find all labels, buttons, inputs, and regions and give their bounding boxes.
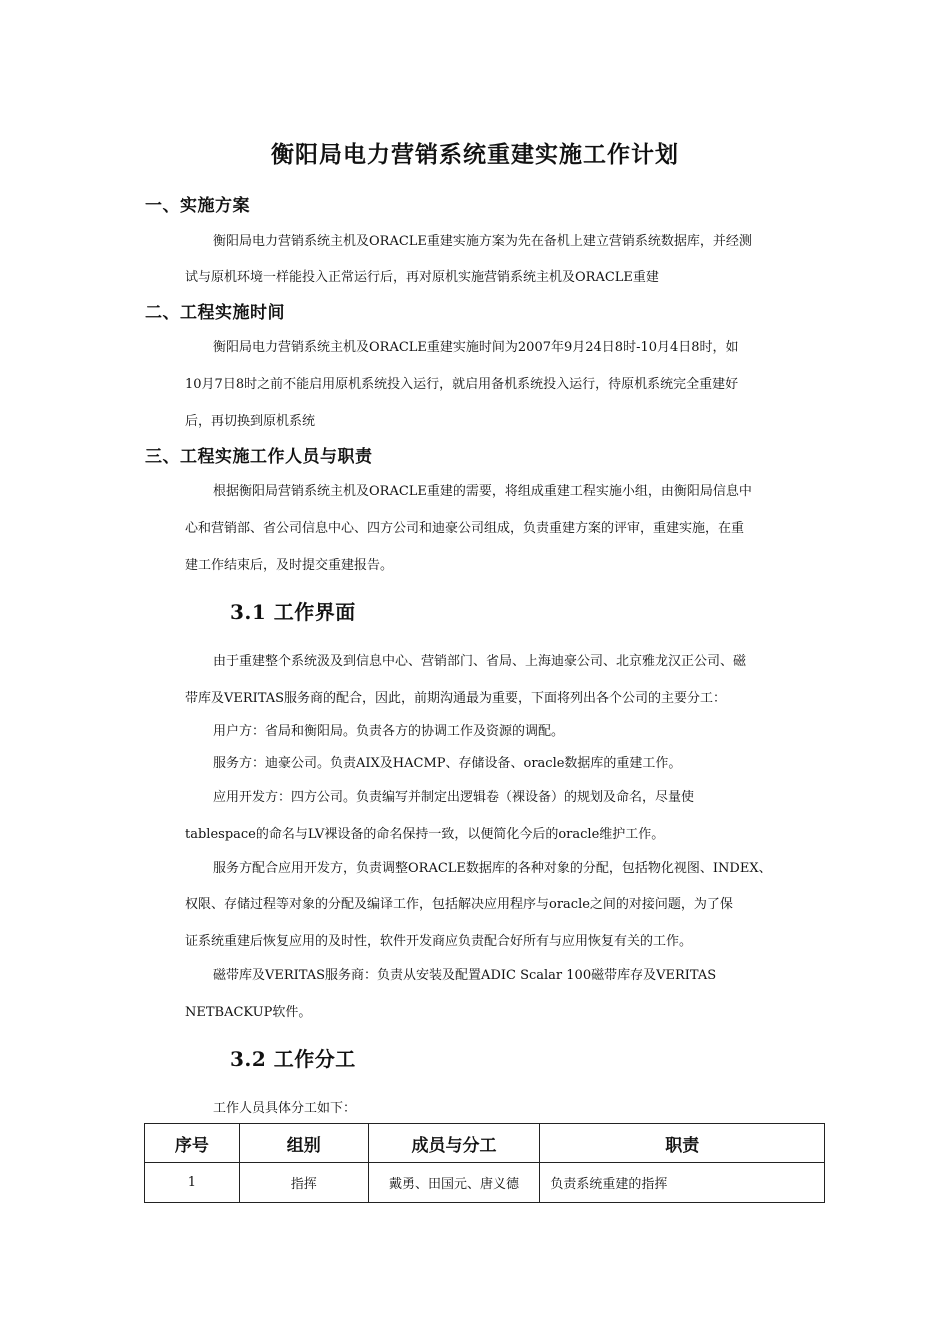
paragraph-line: NETBACKUP软件。 bbox=[185, 1005, 312, 1020]
paragraph-line: 权限、存储过程等对象的分配及编译工作，包括解决应用程序与oracle之间的对接问题，为了保 bbox=[185, 897, 733, 912]
paragraph-line: 衡阳局电力营销系统主机及ORACLE重建实施时间为2007年9月24日8时-10月4日8时，如 bbox=[213, 340, 739, 355]
paragraph-line: tablespace的命名与LV裸设备的命名保持一致，以便简化今后的oracle维护工作。 bbox=[185, 827, 665, 842]
section-heading-2: 二、工程实施时间 bbox=[145, 303, 285, 323]
paragraph-line: 用户方：省局和衡阳局。负责各方的协调工作及资源的调配。 bbox=[213, 724, 565, 739]
paragraph-line: 后，再切换到原机系统 bbox=[185, 414, 316, 429]
paragraph-line: 心和营销部、省公司信息中心、四方公司和迪豪公司组成，负责重建方案的评审，重建实施，在重 bbox=[185, 521, 745, 536]
paragraph-line: 衡阳局电力营销系统主机及ORACLE重建实施方案为先在备机上建立营销系统数据库，并经测 bbox=[213, 234, 752, 249]
table-header-row bbox=[145, 1124, 825, 1163]
paragraph-line: 磁带库及VERITAS服务商：负责从安装及配置ADIC Scalar 100磁带库存及VERITAS bbox=[213, 968, 717, 983]
paragraph-line: 根据衡阳局营销系统主机及ORACLE重建的需要，将组成重建工程实施小组，由衡阳局信息中 bbox=[213, 484, 752, 499]
column-header-duty: 职责 bbox=[540, 1124, 825, 1163]
paragraph-line: 证系统重建后恢复应用的及时性，软件开发商应负责配合好所有与应用恢复有关的工作。 bbox=[185, 934, 693, 949]
table-cell: 指挥 bbox=[239, 1163, 368, 1203]
paragraph-line: 由于重建整个系统汲及到信息中心、营销部门、省局、上海迪豪公司、北京雅龙汉正公司、磁 bbox=[213, 654, 747, 669]
subsection-heading-3-1: 3.1 工作界面 bbox=[230, 600, 356, 624]
paragraph-line: 10月7日8时之前不能启用原机系统投入运行，就启用备机系统投入运行，待原机系统完全重建好 bbox=[185, 377, 739, 392]
section-heading-3: 三、工程实施工作人员与职责 bbox=[145, 447, 373, 467]
paragraph-line: 工作人员具体分工如下： bbox=[213, 1101, 357, 1116]
section-heading-1: 一、实施方案 bbox=[145, 196, 250, 216]
paragraph-line: 建工作结束后，及时提交重建报告。 bbox=[185, 558, 394, 573]
subsection-heading-3-2: 3.2 工作分工 bbox=[230, 1047, 356, 1071]
paragraph-line: 服务方：迪豪公司。负责AIX及HACMP、存储设备、oracle数据库的重建工作。 bbox=[213, 756, 682, 771]
column-header-index: 序号 bbox=[145, 1124, 240, 1163]
document-title: 衡阳局电力营销系统重建实施工作计划 bbox=[271, 141, 679, 168]
paragraph-line: 服务方配合应用开发方，负责调整ORACLE数据库的各种对象的分配，包括物化视图、INDEX、 bbox=[213, 861, 772, 876]
table-row bbox=[145, 1163, 825, 1203]
paragraph-line: 带库及VERITAS服务商的配合，因此，前期沟通最为重要，下面将列出各个公司的主要分工： bbox=[185, 691, 727, 706]
column-header-group: 组别 bbox=[239, 1124, 368, 1163]
paragraph-line: 应用开发方：四方公司。负责编写并制定出逻辑卷（裸设备）的规划及命名，尽量使 bbox=[213, 790, 695, 805]
table-cell: 戴勇、田国元、唐义德 bbox=[368, 1163, 540, 1203]
column-header-members: 成员与分工 bbox=[368, 1124, 540, 1163]
table-cell: 负责系统重建的指挥 bbox=[540, 1163, 825, 1203]
paragraph-line: 试与原机环境一样能投入正常运行后，再对原机实施营销系统主机及ORACLE重建 bbox=[185, 270, 659, 285]
table-cell: 1 bbox=[145, 1163, 240, 1203]
assignment-table bbox=[144, 1123, 825, 1203]
